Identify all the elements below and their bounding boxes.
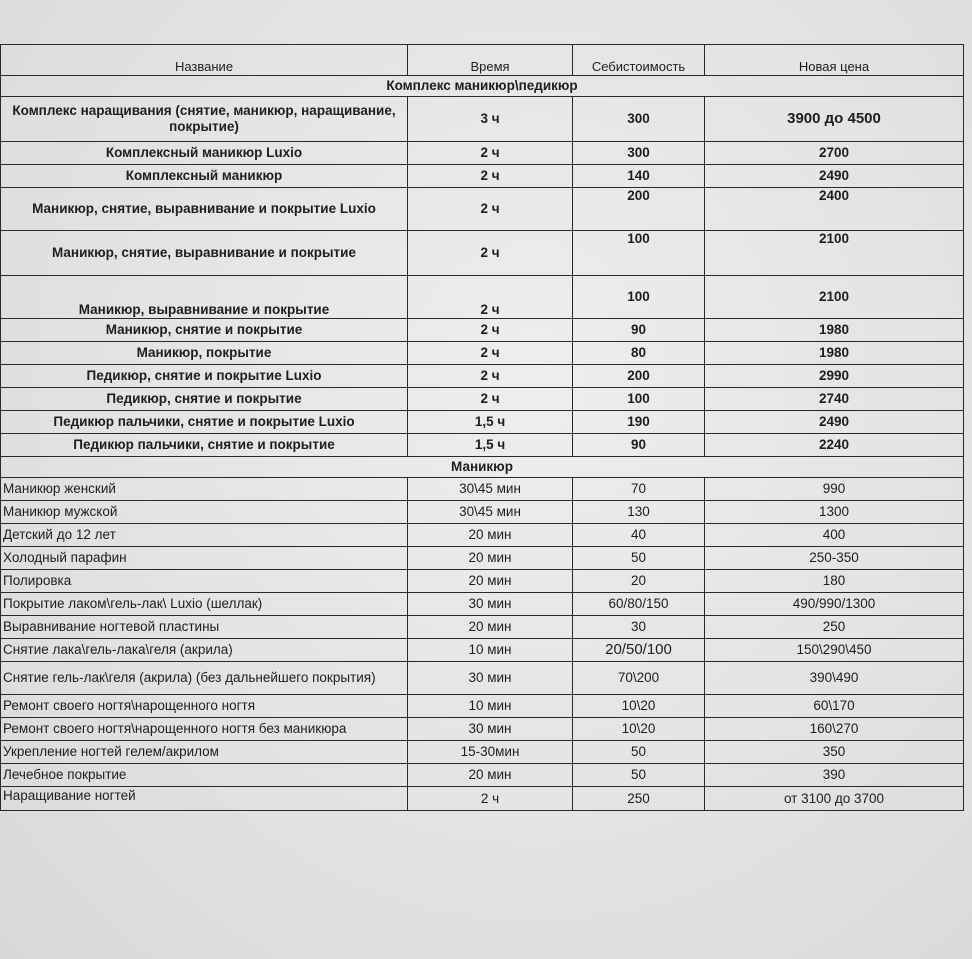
service-price: 1980: [705, 342, 964, 365]
service-cost: 50: [573, 764, 705, 787]
service-name: Комплекс наращивания (снятие, маникюр, наращивание, покрытие): [1, 97, 408, 142]
section-title: Маникюр: [1, 457, 964, 478]
service-price: 2240: [705, 434, 964, 457]
service-name: Маникюр, выравнивание и покрытие: [1, 276, 408, 319]
service-cost: 60/80/150: [573, 593, 705, 616]
table-row: [1, 501, 964, 524]
service-price: 2700: [705, 142, 964, 165]
service-name: Покрытие лаком\гель-лак\ Luxio (шеллак): [1, 593, 408, 616]
service-cost: 50: [573, 741, 705, 764]
service-cost: 70: [573, 478, 705, 501]
service-cost: 130: [573, 501, 705, 524]
service-cost: 80: [573, 342, 705, 365]
service-cost: 300: [573, 142, 705, 165]
service-cost: 20: [573, 570, 705, 593]
service-name: Педикюр пальчики, снятие и покрытие: [1, 434, 408, 457]
table-row: [1, 718, 964, 741]
service-price: 250-350: [705, 547, 964, 570]
service-time: 30 мин: [408, 662, 573, 695]
service-cost: 300: [573, 97, 705, 142]
table-row: [1, 524, 964, 547]
table-row: [1, 188, 964, 231]
service-time: 2 ч: [408, 342, 573, 365]
service-price: 160\270: [705, 718, 964, 741]
table-row: [1, 593, 964, 616]
service-name: Лечебное покрытие: [1, 764, 408, 787]
service-time: 30\45 мин: [408, 478, 573, 501]
service-price: 350: [705, 741, 964, 764]
table-row: [1, 142, 964, 165]
section-title: Комплекс маникюр\педикюр: [1, 76, 964, 97]
service-time: 2 ч: [408, 388, 573, 411]
table-row: [1, 319, 964, 342]
service-cost: 10\20: [573, 695, 705, 718]
header-row: [1, 45, 964, 76]
header-cost: Себистоимость: [573, 45, 705, 76]
service-cost: 200: [573, 365, 705, 388]
service-name: Маникюр, снятие и покрытие: [1, 319, 408, 342]
service-price: 400: [705, 524, 964, 547]
table-row: [1, 616, 964, 639]
service-time: 15-30мин: [408, 741, 573, 764]
service-time: 20 мин: [408, 524, 573, 547]
service-price: 150\290\450: [705, 639, 964, 662]
table-row: [1, 478, 964, 501]
service-price: 60\170: [705, 695, 964, 718]
service-cost: 90: [573, 319, 705, 342]
service-price: 390\490: [705, 662, 964, 695]
service-price: 490/990/1300: [705, 593, 964, 616]
service-time: 30 мин: [408, 718, 573, 741]
service-price: 2100: [705, 231, 964, 276]
service-name: Полировка: [1, 570, 408, 593]
table-row: [1, 547, 964, 570]
service-cost: 140: [573, 165, 705, 188]
service-cost: 100: [573, 276, 705, 319]
service-price: 2990: [705, 365, 964, 388]
service-cost: 50: [573, 547, 705, 570]
table-row: [1, 365, 964, 388]
header-time: Время: [408, 45, 573, 76]
service-name: Выравнивание ногтевой пластины: [1, 616, 408, 639]
service-cost: 70\200: [573, 662, 705, 695]
service-cost: 190: [573, 411, 705, 434]
service-name: Снятие лака\гель-лака\геля (акрила): [1, 639, 408, 662]
service-name: Маникюр, покрытие: [1, 342, 408, 365]
header-name: Название: [1, 45, 408, 76]
service-price: 3900 до 4500: [705, 97, 964, 142]
service-name: Маникюр, снятие, выравнивание и покрытие Luxio: [1, 188, 408, 231]
table-row: [1, 662, 964, 695]
table-row: [1, 434, 964, 457]
service-name: Ремонт своего ногтя\нарощенного ногтя: [1, 695, 408, 718]
service-time: 1,5 ч: [408, 434, 573, 457]
table-row: [1, 570, 964, 593]
service-time: 2 ч: [408, 188, 573, 231]
service-price: 1980: [705, 319, 964, 342]
service-cost: 30: [573, 616, 705, 639]
table-row: [1, 276, 964, 319]
service-name: Ремонт своего ногтя\нарощенного ногтя без маникюра: [1, 718, 408, 741]
service-cost: 100: [573, 388, 705, 411]
service-time: 20 мин: [408, 547, 573, 570]
service-price: 2400: [705, 188, 964, 231]
service-time: 20 мин: [408, 570, 573, 593]
service-time: 1,5 ч: [408, 411, 573, 434]
service-time: 20 мин: [408, 616, 573, 639]
service-name: Укрепление ногтей гелем/акрилом: [1, 741, 408, 764]
service-time: 2 ч: [408, 165, 573, 188]
service-time: 20 мин: [408, 764, 573, 787]
service-time: 30\45 мин: [408, 501, 573, 524]
service-name: Детский до 12 лет: [1, 524, 408, 547]
service-cost: 100: [573, 231, 705, 276]
table-row: [1, 97, 964, 142]
service-name: Комплексный маникюр Luxio: [1, 142, 408, 165]
service-cost: 40: [573, 524, 705, 547]
service-price: 990: [705, 478, 964, 501]
service-time: 2 ч: [408, 365, 573, 388]
service-name: Маникюр, снятие, выравнивание и покрытие: [1, 231, 408, 276]
service-time: 10 мин: [408, 695, 573, 718]
service-price: 2100: [705, 276, 964, 319]
service-price: 2490: [705, 165, 964, 188]
service-price: 180: [705, 570, 964, 593]
service-name: Холодный парафин: [1, 547, 408, 570]
service-cost: 10\20: [573, 718, 705, 741]
service-price: от 3100 до 3700: [705, 787, 964, 811]
service-cost: 20/50/100: [573, 639, 705, 662]
service-time: 2 ч: [408, 276, 573, 319]
service-cost: 200: [573, 188, 705, 231]
service-price: 2490: [705, 411, 964, 434]
service-time: 30 мин: [408, 593, 573, 616]
service-name: Педикюр, снятие и покрытие: [1, 388, 408, 411]
table-row: [1, 342, 964, 365]
service-name: Педикюр пальчики, снятие и покрытие Luxio: [1, 411, 408, 434]
table-row: [1, 388, 964, 411]
price-table: [0, 44, 964, 811]
table-row: [1, 165, 964, 188]
header-price: Новая цена: [705, 45, 964, 76]
section-manicure: [1, 457, 964, 478]
service-time: 3 ч: [408, 97, 573, 142]
service-name: Снятие гель-лак\геля (акрила) (без дальнейшего покрытия): [1, 662, 408, 695]
service-price: 2740: [705, 388, 964, 411]
service-price: 250: [705, 616, 964, 639]
table-row: [1, 787, 964, 811]
service-name: Маникюр мужской: [1, 501, 408, 524]
service-time: 2 ч: [408, 319, 573, 342]
service-name: Маникюр женский: [1, 478, 408, 501]
table-row: [1, 741, 964, 764]
service-cost: 90: [573, 434, 705, 457]
service-time: 2 ч: [408, 787, 573, 811]
table-row: [1, 411, 964, 434]
section-complex: [1, 76, 964, 97]
service-price: 1300: [705, 501, 964, 524]
service-time: 2 ч: [408, 231, 573, 276]
service-price: 390: [705, 764, 964, 787]
service-time: 10 мин: [408, 639, 573, 662]
service-name: Комплексный маникюр: [1, 165, 408, 188]
service-name: Педикюр, снятие и покрытие Luxio: [1, 365, 408, 388]
service-name: Наращивание ногтей: [1, 787, 408, 811]
service-time: 2 ч: [408, 142, 573, 165]
table-row: [1, 231, 964, 276]
table-row: [1, 764, 964, 787]
table-row: [1, 695, 964, 718]
service-cost: 250: [573, 787, 705, 811]
table-row: [1, 639, 964, 662]
